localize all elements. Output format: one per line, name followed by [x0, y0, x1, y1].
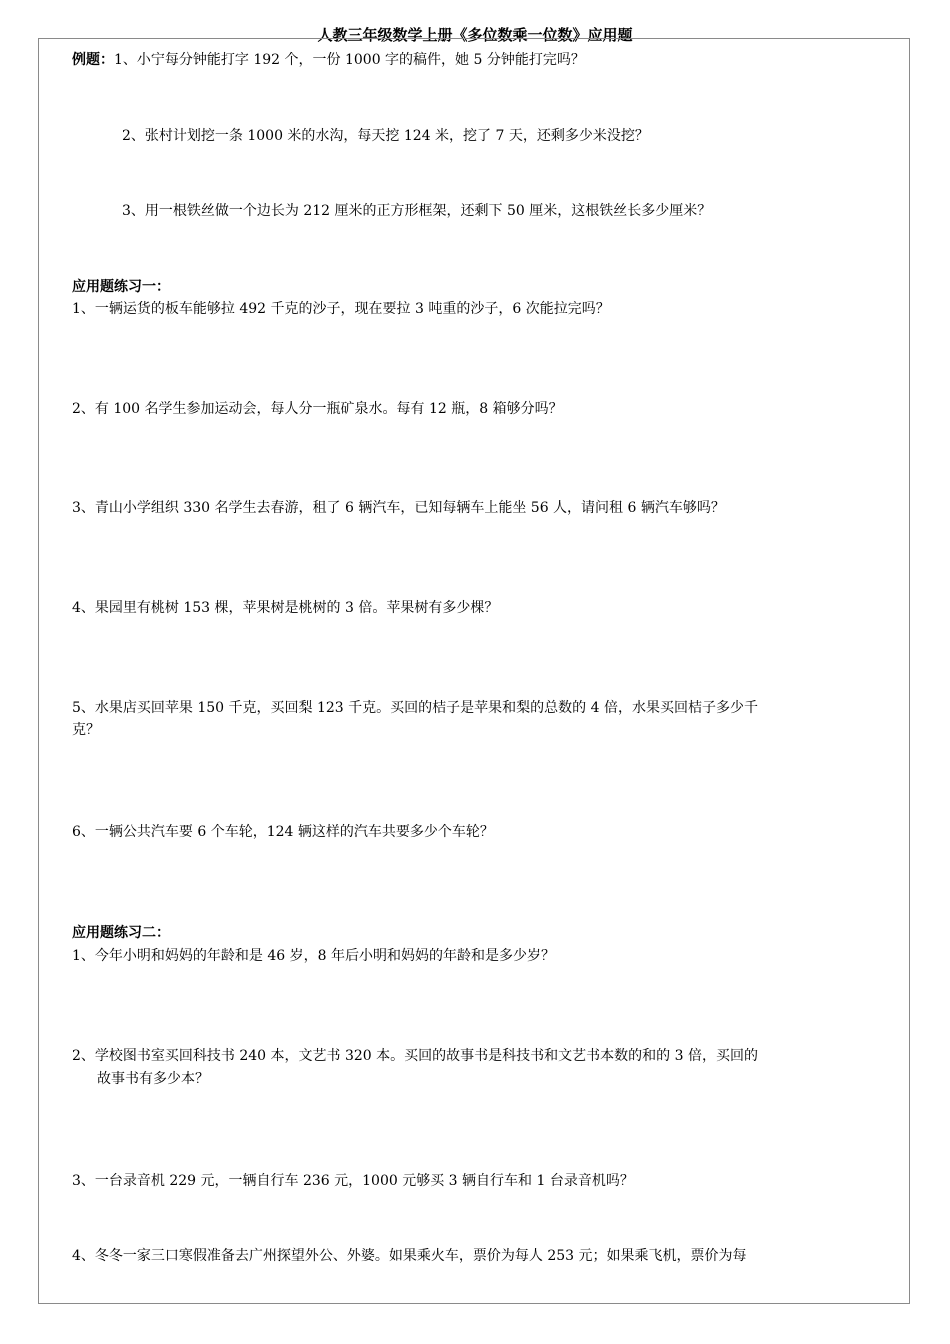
example-1-line	[72, 49, 585, 71]
practice-1-heading: 应用题练习一：	[72, 279, 170, 295]
practice-2-question-3: 3、一台录音机 229 元，一辆自行车 236 元，1000 元够买 3 辆自行车和 1 台录音机吗？	[72, 1173, 634, 1189]
practice-2-question-4: 4、冬冬一家三口寒假准备去广州探望外公、外婆。如果乘火车，票价为每人 253 元；如果乘飞机，票价为每	[72, 1248, 747, 1264]
document-title: 人教三年级数学上册《多位数乘一位数》应用题	[317, 26, 633, 44]
page-frame	[38, 38, 910, 1304]
practice-1-question-5-line-2: 克？	[72, 722, 100, 738]
practice-1-question-2: 2、有 100 名学生参加运动会，每人分一瓶矿泉水。每有 12 瓶，8 箱够分吗？	[72, 401, 563, 417]
practice-2-question-1: 1、今年小明和妈妈的年龄和是 46 岁，8 年后小明和妈妈的年龄和是多少岁？	[72, 948, 555, 964]
example-label: 例题：	[72, 52, 114, 68]
practice-1-question-1: 1、一辆运货的板车能够拉 492 千克的沙子，现在要拉 3 吨重的沙子，6 次能拉完吗？	[72, 301, 610, 317]
practice-2-question-2-line-1: 2、学校图书室买回科技书 240 本，文艺书 320 本。买回的故事书是科技书和文艺书本数的和的 3 倍，买回的	[72, 1048, 758, 1064]
example-2: 2、张村计划挖一条 1000 米的水沟，每天挖 124 米，挖了 7 天，还剩多少米没挖？	[122, 128, 649, 144]
practice-2-question-2-line-2: 故事书有多少本？	[97, 1071, 209, 1087]
example-1: 1、小宁每分钟能打字 192 个，一份 1000 字的稿件，她 5 分钟能打完吗？	[114, 52, 585, 68]
example-3: 3、用一根铁丝做一个边长为 212 厘米的正方形框架，还剩下 50 厘米，这根铁丝长多少厘米？	[122, 203, 712, 219]
practice-1-question-6: 6、一辆公共汽车要 6 个车轮，124 辆这样的汽车共要多少个车轮？	[72, 824, 494, 840]
practice-2-heading: 应用题练习二：	[72, 925, 170, 941]
practice-1-question-3: 3、青山小学组织 330 名学生去春游，租了 6 辆汽车，已知每辆车上能坐 56 人，请问租 6 辆汽车够吗？	[72, 500, 725, 516]
practice-1-question-4: 4、果园里有桃树 153 棵，苹果树是桃树的 3 倍。苹果树有多少棵？	[72, 600, 499, 616]
practice-1-question-5-line-1: 5、水果店买回苹果 150 千克，买回梨 123 千克。买回的桔子是苹果和梨的总数的 4 倍，水果买回桔子多少千	[72, 700, 758, 716]
